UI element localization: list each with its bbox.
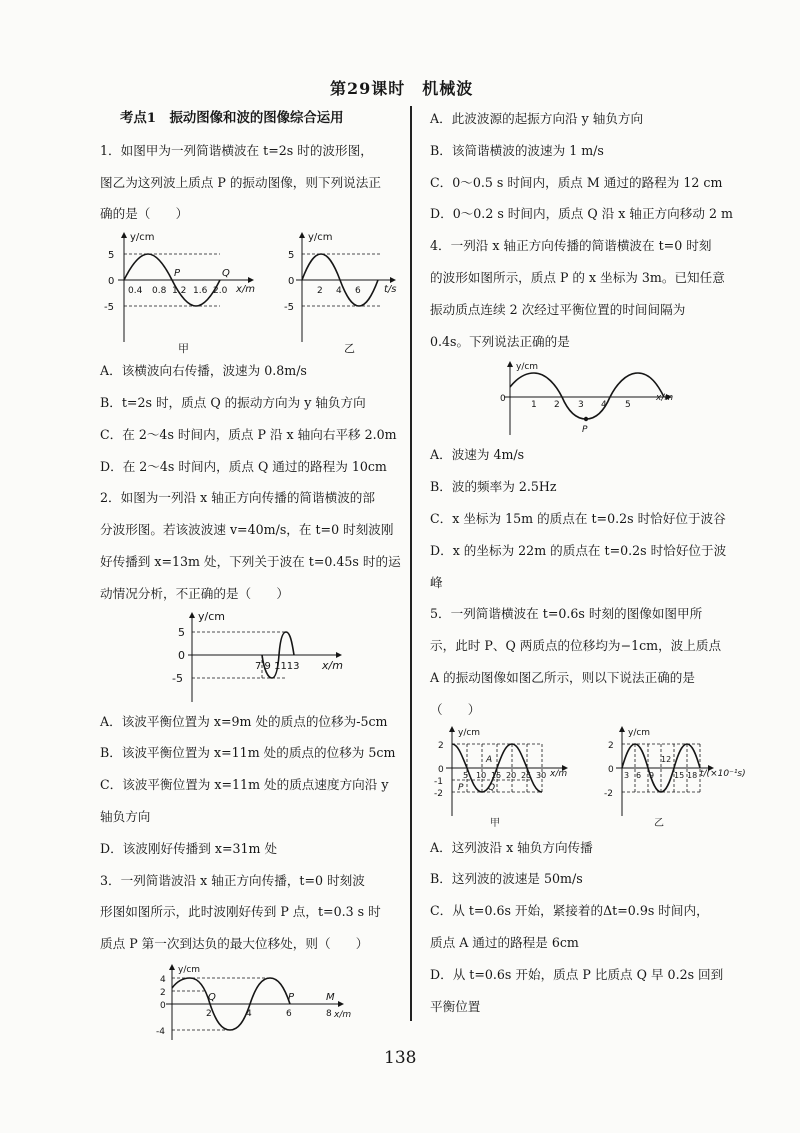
page-number: 138 xyxy=(384,1048,417,1068)
q1-jia-ytick: 0 xyxy=(108,276,115,288)
q1-yi-xtick: 4 xyxy=(336,286,342,297)
q1-option-d: D．在 2～4s 时间内，质点 Q 通过的路程为 10cm xyxy=(100,458,387,474)
q5-jia-ytick: -2 xyxy=(434,788,443,799)
right-column xyxy=(430,103,760,1022)
q4-stem-line: 振动质点连续 2 次经过平衡位置的时间间隔为 xyxy=(430,301,686,317)
q5-yi-xtick: 3 xyxy=(624,770,630,780)
q5-jia-xlabel: x/m xyxy=(550,768,568,779)
q5-point-p: P xyxy=(458,782,464,793)
q5-yi-ytick: 0 xyxy=(608,764,614,775)
q4-xtick: 3 xyxy=(578,400,584,411)
q2-option-b: B．该波平衡位置为 x=11m 处的质点的位移为 5cm xyxy=(100,745,396,761)
q5-point-a: A xyxy=(486,754,493,765)
q5-jia-ytick: 2 xyxy=(438,740,444,751)
q5-caption-yi: 乙 xyxy=(654,817,664,829)
q5-yi-ylabel: y/cm xyxy=(628,727,651,738)
q3-point-m: M xyxy=(326,991,335,1003)
q5-jia-xtick: 15 xyxy=(491,770,502,780)
q3-point-q: Q xyxy=(208,991,216,1003)
q2-stem-line: 2．如图为一列沿 x 轴正方向传播的简谐横波的部 xyxy=(100,490,375,506)
question-5 xyxy=(430,598,760,1022)
q4-ylabel: y/cm xyxy=(516,362,539,373)
q1-jia-xlabel: x/m xyxy=(236,284,256,296)
q1-yi-xlabel: t/s xyxy=(384,284,397,296)
question-3-options xyxy=(430,103,760,230)
q1-jia-xtick: 0.8 xyxy=(152,286,167,297)
q1-wave-graph xyxy=(104,232,255,355)
q2-stem-line: 分波形图。若该波波速 v=40m/s，在 t=0 时刻波刚 xyxy=(100,522,394,538)
q5-option-d: D．从 t=0.6s 开始，质点 P 比质点 Q 早 0.2s 回到 xyxy=(430,966,724,982)
q1-jia-ylabel: y/cm xyxy=(130,232,155,244)
q2-xlabel: x/m xyxy=(322,658,343,672)
q3-figure-svg xyxy=(100,960,400,1044)
q5-yi-xtick: 9 xyxy=(649,770,655,780)
q1-vibration-graph xyxy=(284,232,397,355)
q5-figures xyxy=(430,726,760,832)
q5-yi-xtick: 12 xyxy=(661,754,672,764)
q4-stem-line: 的波形如图所示，质点 P 的 x 坐标为 3m。已知任意 xyxy=(430,269,725,285)
q5-jia-xtick: 20 xyxy=(506,770,517,780)
q1-yi-ytick: -5 xyxy=(284,302,294,314)
q2-option-a: A．该波平衡位置为 x=9m 处的质点的位移为-5cm xyxy=(100,713,388,729)
q4-figure-svg xyxy=(430,357,760,439)
q4-stem-line: 0.4s。下列说法正确的是 xyxy=(430,333,570,349)
q1-yi-xtick: 2 xyxy=(317,286,323,297)
q4-option-a: A．波速为 4m/s xyxy=(430,447,525,463)
q3-xtick: 4 xyxy=(246,1008,252,1019)
column-divider xyxy=(410,106,412,1021)
q5-yi-xtick: 6 xyxy=(636,770,642,780)
q4-option-b: B．波的频率为 2.5Hz xyxy=(430,479,557,495)
q1-jia-ytick: 5 xyxy=(108,250,115,262)
q3-xtick: 6 xyxy=(286,1008,292,1019)
q1-figure-svg xyxy=(100,230,400,355)
q2-option-c-cont: 轴负方向 xyxy=(100,808,151,824)
q2-ytick: -5 xyxy=(172,671,183,685)
q5-yi-ytick: -2 xyxy=(604,788,613,799)
q1-jia-xtick: 1.6 xyxy=(193,286,208,297)
q5-vibration-graph xyxy=(604,726,746,829)
q5-stem-line: A 的振动图像如图乙所示，则以下说法正确的是 xyxy=(430,669,695,685)
q5-figure-svg xyxy=(430,726,760,832)
q2-ytick: 5 xyxy=(178,625,185,639)
q3-option-c: C．0～0.5 s 时间内，质点 M 通过的路程为 12 cm xyxy=(430,174,723,190)
q3-ytick: 4 xyxy=(160,974,166,985)
q3-figure xyxy=(100,960,402,1044)
q4-point-p: P xyxy=(582,425,588,436)
q5-jia-xtick: 30 xyxy=(536,770,547,780)
q5-jia-xtick: 10 xyxy=(476,770,487,780)
q4-point-p-marker xyxy=(584,417,588,421)
q1-option-a: A．该横波向右传播，波速为 0.8m/s xyxy=(100,363,307,379)
q4-stem-line: 4．一列沿 x 轴正方向传播的简谐横波在 t=0 时刻 xyxy=(430,238,712,254)
q2-stem-line: 好传播到 x=13m 处，下列关于波在 t=0.45s 时的运 xyxy=(100,553,401,569)
q5-stem-line: （ ） xyxy=(430,701,481,717)
q3-stem-line: 3．一列简谐波沿 x 轴正方向传播，t=0 时刻波 xyxy=(100,872,365,888)
q4-option-c: C．x 坐标为 15m 的质点在 t=0.2s 时恰好位于波谷 xyxy=(430,510,726,526)
q1-caption-yi: 乙 xyxy=(344,342,355,356)
q1-option-c: C．在 2～4s 时间内，质点 P 沿 x 轴向右平移 2.0m xyxy=(100,426,397,442)
q3-ytick: 2 xyxy=(160,987,166,998)
q1-stem-line: 确的是（ ） xyxy=(100,206,189,222)
q5-option-c-cont: 质点 A 通过的路程是 6cm xyxy=(430,934,579,950)
q3-xlabel: x/m xyxy=(334,1009,352,1020)
q1-yi-xtick: 6 xyxy=(355,286,361,297)
q5-option-d-cont: 平衡位置 xyxy=(430,998,481,1014)
q5-option-c: C．从 t=0.6s 开始，紧接着的Δt=0.9s 时间内， xyxy=(430,903,709,919)
q3-ylabel: y/cm xyxy=(178,964,201,975)
q1-yi-ytick: 0 xyxy=(288,276,295,288)
q3-stem-line: 形图如图所示，此时波刚好传到 P 点，t=0.3 s 时 xyxy=(100,904,381,920)
q1-figures xyxy=(100,230,402,355)
q4-ytick: 0 xyxy=(500,394,506,405)
q1-yi-ylabel: y/cm xyxy=(308,232,333,244)
q5-caption-jia: 甲 xyxy=(490,817,500,829)
q3-option-a: A．此波波源的起振方向沿 y 轴负方向 xyxy=(430,111,644,126)
left-column xyxy=(100,103,402,1044)
q5-yi-xtick: 18 xyxy=(687,770,698,780)
q2-ylabel: y/cm xyxy=(198,609,225,623)
q2-ytick: 0 xyxy=(178,648,185,662)
q5-jia-xtick: 5 xyxy=(463,770,469,780)
page-title: 第29课时 机械波 xyxy=(330,79,474,98)
q1-jia-ytick: -5 xyxy=(104,302,114,314)
q2-option-d: D．该波刚好传播到 x=31m 处 xyxy=(100,840,278,856)
q4-xlabel: x/m xyxy=(656,393,674,404)
q4-xtick: 5 xyxy=(625,400,631,411)
q1-caption-jia: 甲 xyxy=(178,342,189,356)
q1-stem-line: 图乙为这列波上质点 P 的振动图像，则下列说法正 xyxy=(100,174,381,190)
q1-jia-xtick: 2.0 xyxy=(213,286,228,297)
question-1 xyxy=(100,135,402,483)
q3-point-p: P xyxy=(288,991,295,1003)
q5-jia-xtick: 25 xyxy=(521,770,532,780)
q5-wave-graph xyxy=(434,726,568,829)
q3-option-d: D．0～0.2 s 时间内，质点 Q 沿 x 轴正方向移动 2 m xyxy=(430,206,733,222)
q4-xtick: 2 xyxy=(554,400,560,411)
question-4 xyxy=(430,230,760,598)
q5-yi-ytick: 2 xyxy=(608,740,614,751)
q4-xtick: 1 xyxy=(531,400,537,411)
q2-figure-svg xyxy=(100,610,400,706)
q5-stem-line: 5．一列简谐横波在 t=0.6s 时刻的图像如图甲所 xyxy=(430,606,703,622)
q5-stem-line: 示，此时 P、Q 两质点的位移均为−1cm，波上质点 xyxy=(430,638,722,654)
q2-option-c: C．该波平衡位置为 x=11m 处的质点速度方向沿 y xyxy=(100,777,389,793)
q4-option-d: D．x 的坐标为 22m 的质点在 t=0.2s 时恰好位于波 xyxy=(430,542,727,558)
q2-xticks: 7 9 1113 xyxy=(255,660,300,672)
q1-stem-line: 1．如图甲为一列简谐横波在 t=2s 时的波形图， xyxy=(100,142,373,158)
q3-xtick: 8 xyxy=(326,1008,332,1019)
q1-option-b: B．t=2s 时，质点 Q 的振动方向为 y 轴负方向 xyxy=(100,394,366,410)
q4-option-d-cont: 峰 xyxy=(430,574,443,590)
q3-ytick: 0 xyxy=(160,1000,166,1011)
q3-stem-line: 质点 P 第一次到达负的最大位移处，则（ ） xyxy=(100,936,369,952)
q3-ytick: -4 xyxy=(156,1026,165,1037)
q1-point-p: P xyxy=(174,268,181,280)
q2-figure xyxy=(100,610,402,706)
q5-yi-xlabel: t/(×10⁻¹s) xyxy=(700,768,746,779)
q1-jia-xtick: 0.4 xyxy=(128,286,143,297)
q1-yi-ytick: 5 xyxy=(288,250,295,262)
q4-figure xyxy=(430,357,760,439)
q3-option-b: B．该简谐横波的波速为 1 m/s xyxy=(430,142,604,158)
q3-xtick: 2 xyxy=(206,1008,212,1019)
q5-point-q: Q xyxy=(488,782,496,793)
q5-jia-ylabel: y/cm xyxy=(458,727,481,738)
q2-stem-line: 动情况分析，不正确的是（ ） xyxy=(100,585,289,601)
q5-jia-ytick: 0 xyxy=(438,764,444,775)
q5-yi-xtick: 15 xyxy=(674,770,685,780)
q5-option-b: B．这列波的波速是 50m/s xyxy=(430,871,583,887)
q5-option-a: A．这列波沿 x 轴负方向传播 xyxy=(430,839,593,855)
question-3 xyxy=(100,865,402,1044)
q1-point-q: Q xyxy=(222,268,230,280)
question-2 xyxy=(100,482,402,864)
q4-xtick: 4 xyxy=(601,400,607,411)
section-heading: 考点1 振动图像和波的图像综合运用 xyxy=(120,110,344,126)
q1-jia-xtick: 1.2 xyxy=(172,286,187,297)
q5-jia-ytick: -1 xyxy=(434,776,443,787)
